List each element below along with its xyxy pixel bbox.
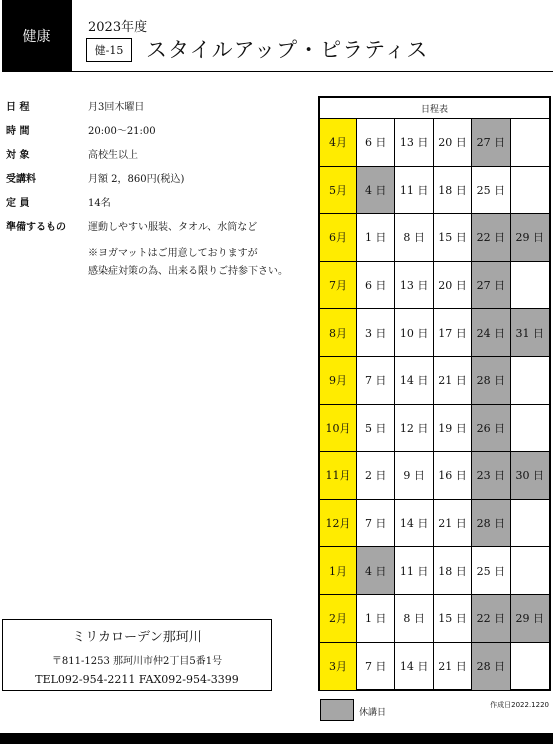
day-cell: 14 日 (395, 357, 433, 404)
info-value: 運動しやすい服装、タオル、水筒など (88, 222, 258, 233)
day-cell: 14 日 (395, 500, 433, 547)
day-cell (511, 643, 549, 691)
month-cell: 10月 (320, 405, 357, 452)
day-cell: 15 日 (434, 595, 472, 642)
day-cell-cancelled: 4 日 (357, 547, 395, 594)
day-cell: 20 日 (434, 262, 472, 309)
schedule-row (320, 119, 549, 167)
day-cell: 25 日 (472, 547, 510, 594)
info-label: 対 象 (6, 150, 30, 161)
info-value: 月額 2，860円(税込) (88, 174, 185, 185)
venue-contact: TEL092-954-2211 FAX092-954-3399 (35, 673, 239, 686)
day-cell (511, 405, 549, 452)
day-cell: 21 日 (434, 500, 472, 547)
schedule-row (320, 643, 549, 691)
day-cell: 18 日 (434, 547, 472, 594)
day-cell-cancelled: 23 日 (472, 452, 510, 499)
info-value: 20:00〜21:00 (88, 126, 156, 137)
day-cell-cancelled: 31 日 (511, 309, 549, 356)
info-value: 月3回木曜日 (88, 102, 145, 113)
day-cell-cancelled: 26 日 (472, 405, 510, 452)
day-cell: 21 日 (434, 357, 472, 404)
day-cell (511, 262, 549, 309)
schedule-grid (320, 119, 549, 690)
venue-box (2, 619, 272, 691)
schedule-row (320, 167, 549, 215)
day-cell-cancelled: 4 日 (357, 167, 395, 214)
month-cell: 11月 (320, 452, 357, 499)
legend-label: 休講日 (359, 708, 387, 718)
info-label: 準備するもの (6, 222, 66, 233)
month-cell: 4月 (320, 119, 357, 166)
day-cell (511, 500, 549, 547)
info-label: 定 員 (6, 198, 30, 209)
day-cell (511, 167, 549, 214)
schedule-row (320, 500, 549, 548)
course-title: スタイルアップ・ピラティス (146, 38, 429, 62)
month-cell: 8月 (320, 309, 357, 356)
day-cell: 5 日 (357, 405, 395, 452)
day-cell: 6 日 (357, 262, 395, 309)
fiscal-year: 2023年度 (88, 20, 148, 35)
month-cell: 5月 (320, 167, 357, 214)
info-label: 日 程 (6, 102, 30, 113)
day-cell: 1 日 (357, 595, 395, 642)
schedule-row (320, 595, 549, 643)
day-cell: 21 日 (434, 643, 472, 691)
schedule-row (320, 405, 549, 453)
day-cell-cancelled: 28 日 (472, 357, 510, 404)
info-value: 14名 (88, 198, 111, 209)
day-cell-cancelled: 29 日 (511, 595, 549, 642)
day-cell: 19 日 (434, 405, 472, 452)
schedule-row (320, 214, 549, 262)
course-info (6, 98, 306, 242)
day-cell: 8 日 (395, 214, 433, 261)
day-cell: 13 日 (395, 119, 433, 166)
created-date: 作成日2022.1220 (490, 701, 549, 709)
bottom-bar (0, 733, 553, 744)
info-row-fee (6, 170, 306, 194)
venue-name: ミリカローデン那珂川 (72, 630, 202, 645)
day-cell: 2 日 (357, 452, 395, 499)
day-cell: 3 日 (357, 309, 395, 356)
day-cell-cancelled: 29 日 (511, 214, 549, 261)
day-cell: 25 日 (472, 167, 510, 214)
info-label: 受講料 (6, 174, 36, 185)
month-cell: 12月 (320, 500, 357, 547)
day-cell (511, 119, 549, 166)
day-cell: 7 日 (357, 357, 395, 404)
day-cell: 14 日 (395, 643, 433, 691)
schedule-table (318, 96, 551, 691)
course-code: 健-15 (86, 38, 132, 62)
day-cell-cancelled: 30 日 (511, 452, 549, 499)
day-cell: 8 日 (395, 595, 433, 642)
schedule-row (320, 357, 549, 405)
day-cell-cancelled: 28 日 (472, 500, 510, 547)
month-cell: 9月 (320, 357, 357, 404)
day-cell: 9 日 (395, 452, 433, 499)
venue-address: 〒811-1253 那珂川市仲2丁目5番1号 (51, 656, 223, 667)
month-cell: 2月 (320, 595, 357, 642)
day-cell-cancelled: 27 日 (472, 119, 510, 166)
header-divider-horizontal (71, 71, 553, 72)
yoga-mat-note-line2: 感染症対策の為、出来る限りご持参下さい。 (88, 266, 288, 277)
day-cell (511, 547, 549, 594)
day-cell: 13 日 (395, 262, 433, 309)
day-cell: 1 日 (357, 214, 395, 261)
day-cell (511, 357, 549, 404)
day-cell-cancelled: 27 日 (472, 262, 510, 309)
info-row-schedule (6, 98, 306, 122)
month-cell: 3月 (320, 643, 357, 691)
day-cell-cancelled: 22 日 (472, 595, 510, 642)
day-cell: 15 日 (434, 214, 472, 261)
day-cell: 10 日 (395, 309, 433, 356)
info-value: 高校生以上 (88, 150, 138, 161)
day-cell: 11 日 (395, 547, 433, 594)
day-cell: 17 日 (434, 309, 472, 356)
day-cell: 6 日 (357, 119, 395, 166)
info-label: 時 間 (6, 126, 30, 137)
day-cell: 7 日 (357, 500, 395, 547)
schedule-row (320, 309, 549, 357)
schedule-row (320, 262, 549, 310)
category-badge: 健康 (2, 0, 71, 72)
yoga-mat-note-line1: ※ヨガマットはご用意しておりますが (88, 248, 258, 259)
month-cell: 1月 (320, 547, 357, 594)
day-cell: 12 日 (395, 405, 433, 452)
info-row-capacity (6, 194, 306, 218)
month-cell: 6月 (320, 214, 357, 261)
info-row-target (6, 146, 306, 170)
day-cell: 18 日 (434, 167, 472, 214)
info-row-time (6, 122, 306, 146)
day-cell-cancelled: 28 日 (472, 643, 510, 691)
day-cell: 20 日 (434, 119, 472, 166)
day-cell: 7 日 (357, 643, 395, 691)
day-cell: 11 日 (395, 167, 433, 214)
schedule-row (320, 452, 549, 500)
day-cell-cancelled: 24 日 (472, 309, 510, 356)
schedule-row (320, 547, 549, 595)
day-cell: 16 日 (434, 452, 472, 499)
schedule-title: 日程表 (320, 98, 549, 119)
day-cell-cancelled: 22 日 (472, 214, 510, 261)
header-divider-vertical (71, 0, 72, 72)
info-row-items (6, 218, 306, 242)
month-cell: 7月 (320, 262, 357, 309)
legend-swatch (320, 699, 354, 721)
